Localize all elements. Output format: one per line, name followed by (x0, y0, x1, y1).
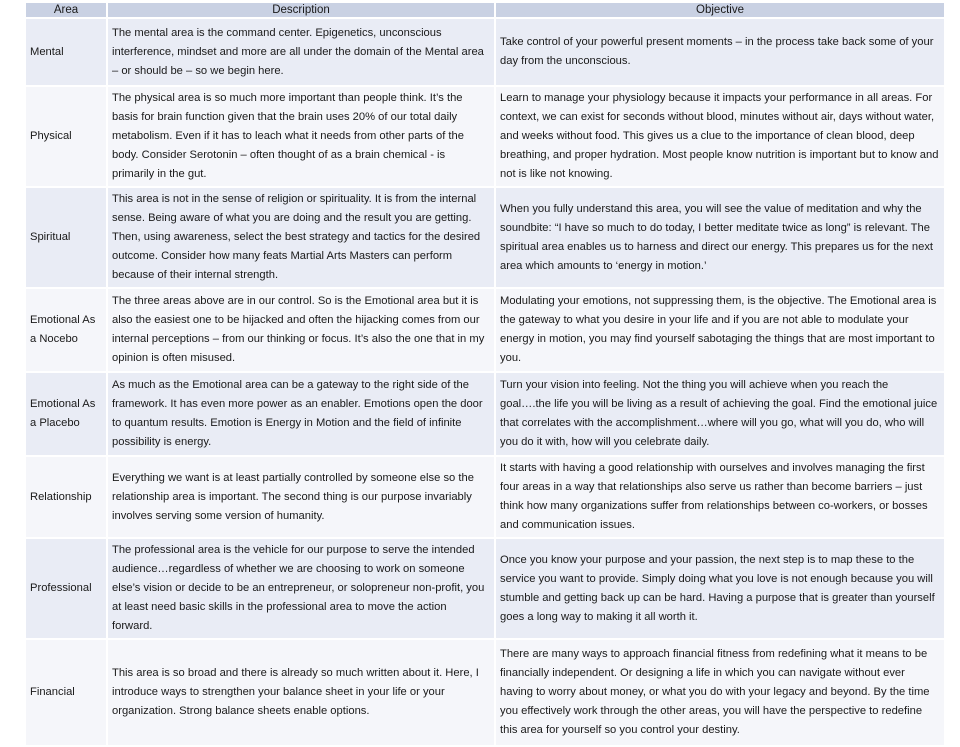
table-row (26, 539, 944, 638)
table-row (26, 640, 944, 745)
objective-cell: Once you know your purpose and your passion, the next step is to map these to the service you want to provide. Simply doing what you love is not enough because you will stumble and getting back up can be hard. Having a purpose that is greater than yourself goes a long way to making it all worth it. (496, 539, 944, 638)
area-cell: Professional (26, 539, 106, 638)
area-cell: Physical (26, 87, 106, 186)
description-cell: The mental area is the command center. Epigenetics, unconscious interference, mindset and more are all under the domain of the Mental area – or should be – so we begin here. (108, 19, 494, 85)
objective-cell: Turn your vision into feeling. Not the thing you will achieve when you reach the goal….the life you will be living as a result of achieving the goal. Find the emotional juice that correlates with the accomplishment…where will you go, what will you do, who will you do it with, how will you celebrate daily. (496, 373, 944, 455)
area-cell: Spiritual (26, 188, 106, 287)
area-cell: Financial (26, 640, 106, 745)
description-cell: Everything we want is at least partially controlled by someone else so the relationship area is important. The second thing is our purpose invariably involves serving some version of humanity. (108, 457, 494, 537)
framework-table (24, 1, 946, 747)
table-row (26, 188, 944, 287)
description-cell: This area is not in the sense of religion or spirituality. It is from the internal sense. Being aware of what you are doing and the result you are getting. Then, using awareness, select the best strategy and tactics for the desired outcome. Consider how many feats Martial Arts Masters can perform because of their internal strength. (108, 188, 494, 287)
description-cell: As much as the Emotional area can be a gateway to the right side of the framework. It has even more power as an enabler. Emotions open the door to quantum results. Emotion is Energy in Motion and the field of infinite possibility is energy. (108, 373, 494, 455)
table-row (26, 289, 944, 371)
area-cell: Mental (26, 19, 106, 85)
objective-cell: There are many ways to approach financial fitness from redefining what it means to be financially independent. Or designing a life in which you can navigate without ever having to worry about money, or what you do with your legacy and beyond. By the time you effectively work through the other areas, you will have the perspective to redefine this area for yourself so you control your destiny. (496, 640, 944, 745)
objective-cell: It starts with having a good relationship with ourselves and involves managing the first four areas in a way that relationships also serve us rather than become barriers – just think how many organizations suffer from relationships between co-workers, or bosses and communication issues. (496, 457, 944, 537)
table-row (26, 457, 944, 537)
header-row (26, 3, 944, 17)
header-description: Description (108, 3, 494, 17)
table-row (26, 373, 944, 455)
objective-cell: Take control of your powerful present moments – in the process take back some of your day from the unconscious. (496, 19, 944, 85)
description-cell: This area is so broad and there is already so much written about it. Here, I introduce ways to strengthen your balance sheet in your life or your organization. Strong balance sheets enable options. (108, 640, 494, 745)
objective-cell: When you fully understand this area, you will see the value of meditation and why the soundbite: “I have so much to do today, I better meditate twice as long” is relevant. The spiritual area enables us to harness and direct our energy. This prepares us for the next area which amounts to ‘energy in motion.’ (496, 188, 944, 287)
description-cell: The professional area is the vehicle for our purpose to serve the intended audience…regardless of whether we are choosing to work on someone else’s vision or decide to be an entrepreneur, or solopreneur non-profit, you at least need basic skills in the professional area to move the action forward. (108, 539, 494, 638)
area-cell: Relationship (26, 457, 106, 537)
table-row (26, 87, 944, 186)
area-cell: Emotional As a Placebo (26, 373, 106, 455)
description-cell: The three areas above are in our control. So is the Emotional area but it is also the easiest one to be hijacked and often the hijacking comes from our internal perceptions – from our thinking or focus. It’s also the one that in my opinion is often misused. (108, 289, 494, 371)
objective-cell: Learn to manage your physiology because it impacts your performance in all areas. For context, we can exist for seconds without blood, minutes without air, days without water, and weeks without food. This gives us a clue to the importance of clean blood, deep breathing, and proper hydration. Most people know nutrition is important but to know and not is like not knowing. (496, 87, 944, 186)
objective-cell: Modulating your emotions, not suppressing them, is the objective. The Emotional area is the gateway to what you desire in your life and if you are not able to modulate your energy in motion, you may find yourself sabotaging the things that are most important to you. (496, 289, 944, 371)
header-area: Area (26, 3, 106, 17)
header-objective: Objective (496, 3, 944, 17)
area-cell: Emotional As a Nocebo (26, 289, 106, 371)
table-row (26, 19, 944, 85)
description-cell: The physical area is so much more important than people think. It’s the basis for brain function given that the brain uses 20% of our total daily metabolism. Even if it has to leach what it needs from other parts of the body. Consider Serotonin – often thought of as a brain chemical - is primarily in the gut. (108, 87, 494, 186)
